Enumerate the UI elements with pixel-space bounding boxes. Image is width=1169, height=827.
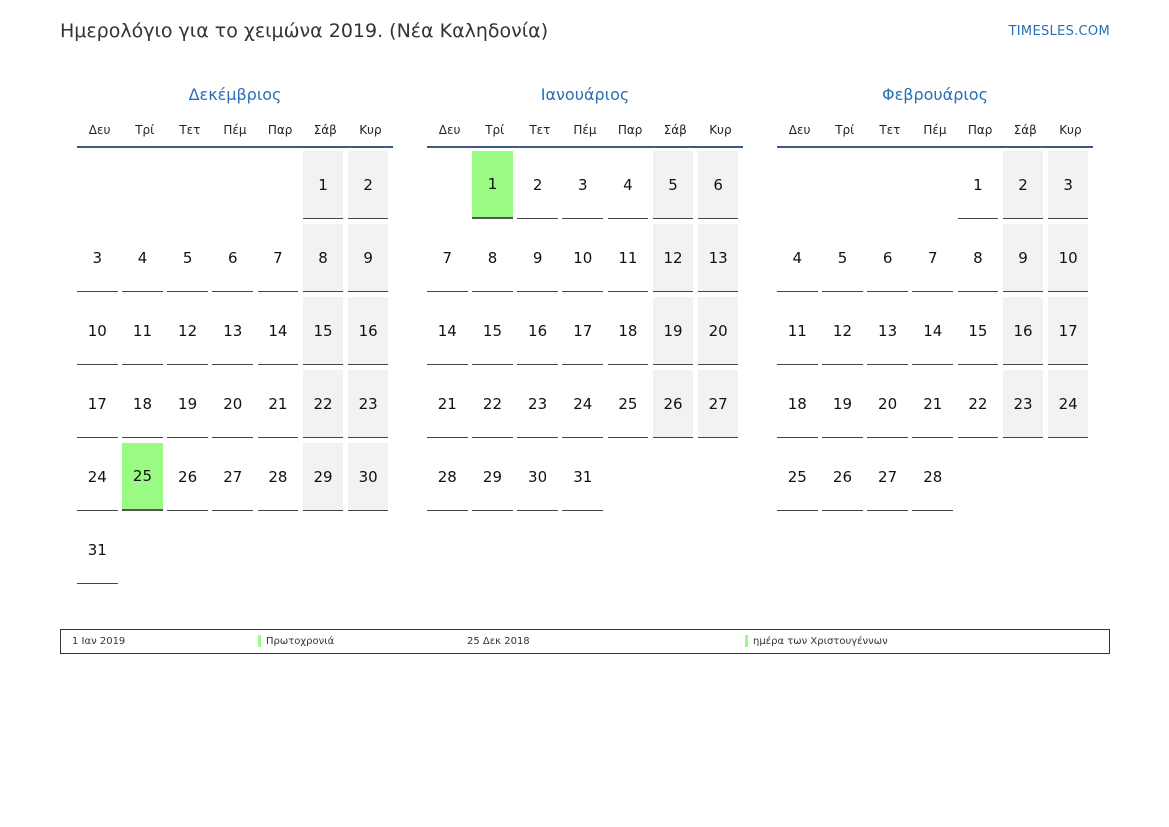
month-january bbox=[427, 82, 743, 516]
day-cell[interactable]: 27 bbox=[698, 370, 739, 438]
day-cell[interactable]: 27 bbox=[212, 443, 253, 511]
day-cell[interactable]: 20 bbox=[867, 370, 908, 438]
weekday-label: Σάβ bbox=[663, 123, 687, 137]
day-cell[interactable]: 17 bbox=[77, 370, 118, 438]
day-cell[interactable]: 8 bbox=[303, 224, 344, 292]
day-cell[interactable]: 17 bbox=[562, 297, 603, 365]
day-cell[interactable]: 19 bbox=[167, 370, 208, 438]
weekday-label: Παρ bbox=[967, 123, 993, 137]
week-row bbox=[427, 224, 743, 297]
day-cell[interactable]: 21 bbox=[258, 370, 299, 438]
page-title: Ημερολόγιο για το χειμώνα 2019. (Νέα Καληδονία) bbox=[60, 20, 549, 42]
day-cell[interactable]: 30 bbox=[517, 443, 558, 511]
week-row bbox=[427, 151, 743, 224]
weekday-label: Τρί bbox=[135, 123, 155, 137]
weekday-label: Πέμ bbox=[223, 123, 247, 137]
day-cell[interactable]: 15 bbox=[303, 297, 344, 365]
weekday-label: Δευ bbox=[438, 123, 461, 137]
empty-day-cell bbox=[867, 151, 908, 219]
month-grid bbox=[77, 151, 393, 589]
week-row bbox=[77, 370, 393, 443]
day-cell[interactable]: 13 bbox=[698, 224, 739, 292]
day-cell[interactable]: 7 bbox=[427, 224, 468, 292]
day-cell[interactable]: 29 bbox=[303, 443, 344, 511]
day-cell[interactable]: 21 bbox=[912, 370, 953, 438]
weekday-label: Πέμ bbox=[573, 123, 597, 137]
weekday-label: Δευ bbox=[788, 123, 811, 137]
weekday-header bbox=[427, 112, 743, 148]
day-cell[interactable]: 10 bbox=[1048, 224, 1089, 292]
day-cell[interactable]: 3 bbox=[1048, 151, 1089, 219]
holiday-color-marker bbox=[745, 635, 748, 647]
weekday-header bbox=[777, 112, 1093, 148]
legend-holiday-label: Πρωτοχρονιά bbox=[266, 636, 335, 647]
day-cell[interactable]: 5 bbox=[653, 151, 694, 219]
legend-holiday-name bbox=[258, 636, 334, 647]
day-cell[interactable]: 2 bbox=[517, 151, 558, 219]
week-row bbox=[777, 370, 1093, 443]
day-cell[interactable]: 4 bbox=[608, 151, 649, 219]
week-row bbox=[77, 151, 393, 224]
day-cell[interactable]: 28 bbox=[427, 443, 468, 511]
weekday-label: Παρ bbox=[617, 123, 643, 137]
day-cell[interactable]: 24 bbox=[562, 370, 603, 438]
day-cell[interactable]: 12 bbox=[653, 224, 694, 292]
day-cell[interactable]: 10 bbox=[77, 297, 118, 365]
week-row bbox=[777, 224, 1093, 297]
day-cell[interactable]: 23 bbox=[517, 370, 558, 438]
day-cell[interactable]: 2 bbox=[1003, 151, 1044, 219]
week-row bbox=[77, 443, 393, 516]
day-cell[interactable]: 5 bbox=[822, 224, 863, 292]
weekday-label: Σάβ bbox=[313, 123, 337, 137]
day-cell[interactable]: 4 bbox=[122, 224, 163, 292]
day-cell[interactable]: 16 bbox=[348, 297, 389, 365]
day-cell[interactable]: 6 bbox=[212, 224, 253, 292]
month-name: Δεκέμβριος bbox=[188, 85, 282, 104]
weekday-label: Κυρ bbox=[1059, 123, 1082, 137]
empty-day-cell bbox=[258, 151, 299, 219]
day-cell[interactable]: 26 bbox=[653, 370, 694, 438]
day-cell[interactable]: 12 bbox=[167, 297, 208, 365]
day-cell[interactable]: 2 bbox=[348, 151, 389, 219]
empty-day-cell bbox=[958, 443, 999, 511]
empty-day-cell bbox=[1048, 443, 1089, 511]
site-link[interactable]: TIMESLES.COM bbox=[1008, 24, 1110, 39]
week-row bbox=[77, 516, 393, 589]
day-cell[interactable]: 3 bbox=[562, 151, 603, 219]
day-cell[interactable]: 31 bbox=[77, 516, 118, 584]
empty-day-cell bbox=[822, 151, 863, 219]
month-name: Ιανουάριος bbox=[540, 85, 630, 104]
day-cell[interactable]: 11 bbox=[608, 224, 649, 292]
day-cell[interactable]: 6 bbox=[698, 151, 739, 219]
day-cell[interactable]: 15 bbox=[958, 297, 999, 365]
day-cell[interactable]: 6 bbox=[867, 224, 908, 292]
day-cell[interactable]: 31 bbox=[562, 443, 603, 511]
day-cell[interactable]: 7 bbox=[258, 224, 299, 292]
day-cell[interactable]: 22 bbox=[303, 370, 344, 438]
day-cell[interactable]: 24 bbox=[77, 443, 118, 511]
day-cell[interactable]: 22 bbox=[472, 370, 513, 438]
week-row bbox=[77, 224, 393, 297]
weekday-label: Τρί bbox=[835, 123, 855, 137]
day-cell[interactable]: 19 bbox=[653, 297, 694, 365]
empty-day-cell bbox=[303, 516, 344, 584]
day-cell[interactable]: 15 bbox=[472, 297, 513, 365]
day-cell[interactable]: 1 bbox=[303, 151, 344, 219]
empty-day-cell bbox=[1003, 443, 1044, 511]
empty-day-cell bbox=[167, 151, 208, 219]
month-february bbox=[777, 82, 1093, 516]
day-cell[interactable]: 18 bbox=[608, 297, 649, 365]
day-cell[interactable]: 13 bbox=[212, 297, 253, 365]
day-cell[interactable]: 8 bbox=[958, 224, 999, 292]
day-cell[interactable]: 3 bbox=[77, 224, 118, 292]
day-cell[interactable]: 23 bbox=[348, 370, 389, 438]
week-row bbox=[777, 151, 1093, 224]
day-cell[interactable]: 17 bbox=[1048, 297, 1089, 365]
empty-day-cell bbox=[698, 443, 739, 511]
holiday-color-marker bbox=[258, 635, 261, 647]
empty-day-cell bbox=[77, 151, 118, 219]
day-cell[interactable]: 14 bbox=[912, 297, 953, 365]
holiday-day-cell[interactable]: 25 bbox=[122, 443, 163, 511]
holiday-day-cell[interactable]: 1 bbox=[472, 151, 513, 219]
day-cell[interactable]: 21 bbox=[427, 370, 468, 438]
day-cell[interactable]: 28 bbox=[912, 443, 953, 511]
week-row bbox=[777, 297, 1093, 370]
legend-holiday-name bbox=[745, 636, 888, 647]
empty-day-cell bbox=[122, 151, 163, 219]
holiday-legend bbox=[60, 629, 1110, 654]
weekday-label: Παρ bbox=[267, 123, 293, 137]
empty-day-cell bbox=[653, 443, 694, 511]
legend-date: 1 Ιαν 2019 bbox=[72, 636, 126, 647]
day-cell[interactable]: 30 bbox=[348, 443, 389, 511]
weekday-label: Πέμ bbox=[923, 123, 947, 137]
legend-holiday-label: ημέρα των Χριστουγέννων bbox=[753, 636, 888, 647]
day-cell[interactable]: 11 bbox=[777, 297, 818, 365]
weekday-label: Τρί bbox=[485, 123, 505, 137]
day-cell[interactable]: 16 bbox=[1003, 297, 1044, 365]
weekday-label: Σάβ bbox=[1013, 123, 1037, 137]
day-cell[interactable]: 12 bbox=[822, 297, 863, 365]
day-cell[interactable]: 19 bbox=[822, 370, 863, 438]
week-row bbox=[777, 443, 1093, 516]
empty-day-cell bbox=[258, 516, 299, 584]
empty-day-cell bbox=[777, 151, 818, 219]
empty-day-cell bbox=[212, 151, 253, 219]
day-cell[interactable]: 18 bbox=[122, 370, 163, 438]
day-cell[interactable]: 25 bbox=[608, 370, 649, 438]
weekday-label: Τετ bbox=[879, 123, 901, 137]
legend-date: 25 Δεκ 2018 bbox=[467, 636, 530, 647]
weekday-label: Κυρ bbox=[709, 123, 732, 137]
day-cell[interactable]: 4 bbox=[777, 224, 818, 292]
day-cell[interactable]: 9 bbox=[348, 224, 389, 292]
weekday-label: Τετ bbox=[529, 123, 551, 137]
day-cell[interactable]: 26 bbox=[167, 443, 208, 511]
day-cell[interactable]: 13 bbox=[867, 297, 908, 365]
empty-day-cell bbox=[608, 443, 649, 511]
day-cell[interactable]: 10 bbox=[562, 224, 603, 292]
week-row bbox=[427, 297, 743, 370]
empty-day-cell bbox=[167, 516, 208, 584]
day-cell[interactable]: 16 bbox=[517, 297, 558, 365]
day-cell[interactable]: 28 bbox=[258, 443, 299, 511]
day-cell[interactable]: 9 bbox=[1003, 224, 1044, 292]
weekday-label: Δευ bbox=[88, 123, 111, 137]
empty-day-cell bbox=[348, 516, 389, 584]
month-name: Φεβρουάριος bbox=[882, 85, 988, 104]
week-row bbox=[77, 297, 393, 370]
day-cell[interactable]: 14 bbox=[258, 297, 299, 365]
day-cell[interactable]: 8 bbox=[472, 224, 513, 292]
day-cell[interactable]: 24 bbox=[1048, 370, 1089, 438]
weekday-label: Κυρ bbox=[359, 123, 382, 137]
day-cell[interactable]: 14 bbox=[427, 297, 468, 365]
day-cell[interactable]: 9 bbox=[517, 224, 558, 292]
day-cell[interactable]: 18 bbox=[777, 370, 818, 438]
day-cell[interactable]: 11 bbox=[122, 297, 163, 365]
day-cell[interactable]: 5 bbox=[167, 224, 208, 292]
day-cell[interactable]: 26 bbox=[822, 443, 863, 511]
empty-day-cell bbox=[212, 516, 253, 584]
empty-day-cell bbox=[912, 151, 953, 219]
month-december bbox=[77, 82, 393, 589]
day-cell[interactable]: 25 bbox=[777, 443, 818, 511]
empty-day-cell bbox=[122, 516, 163, 584]
day-cell[interactable]: 20 bbox=[698, 297, 739, 365]
month-grid bbox=[427, 151, 743, 516]
day-cell[interactable]: 29 bbox=[472, 443, 513, 511]
day-cell[interactable]: 23 bbox=[1003, 370, 1044, 438]
weekday-label: Τετ bbox=[179, 123, 201, 137]
week-row bbox=[427, 443, 743, 516]
week-row bbox=[427, 370, 743, 443]
day-cell[interactable]: 7 bbox=[912, 224, 953, 292]
day-cell[interactable]: 27 bbox=[867, 443, 908, 511]
empty-day-cell bbox=[427, 151, 468, 219]
day-cell[interactable]: 1 bbox=[958, 151, 999, 219]
day-cell[interactable]: 20 bbox=[212, 370, 253, 438]
weekday-header bbox=[77, 112, 393, 148]
month-grid bbox=[777, 151, 1093, 516]
day-cell[interactable]: 22 bbox=[958, 370, 999, 438]
